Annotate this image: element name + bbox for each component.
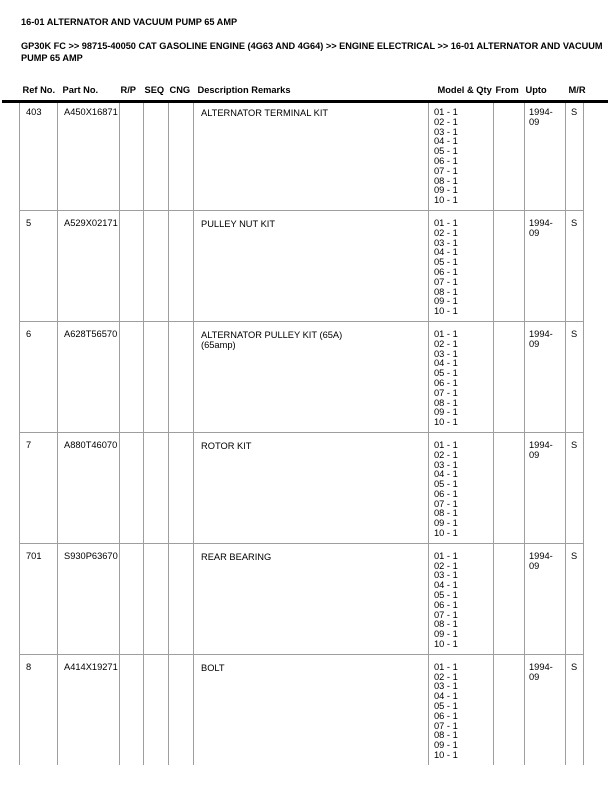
model-qty-line: 05 - 1 bbox=[434, 590, 458, 601]
cell-rp bbox=[120, 432, 144, 543]
cell-upto: 1994-09 bbox=[525, 432, 566, 543]
model-qty-line: 10 - 1 bbox=[434, 195, 458, 206]
column-header-part_no: Part No. bbox=[62, 85, 99, 95]
cell-model_qty bbox=[429, 100, 494, 210]
cell-from bbox=[494, 654, 525, 764]
model-qty-line: 04 - 1 bbox=[434, 469, 458, 480]
column-header-ref_no: Ref No. bbox=[22, 85, 56, 95]
description-text: PULLEY NUT KIT bbox=[201, 218, 276, 229]
cell-upto: 1994-09 bbox=[525, 210, 566, 321]
model-qty-line: 08 - 1 bbox=[434, 508, 458, 519]
model-qty-line: 06 - 1 bbox=[434, 710, 458, 721]
model-qty-line: 07 - 1 bbox=[434, 498, 458, 509]
model-qty-line: 08 - 1 bbox=[434, 619, 458, 630]
cell-cng bbox=[169, 100, 194, 210]
cell-part_no: S930P63670 bbox=[58, 543, 120, 654]
cell-cng bbox=[169, 543, 194, 654]
cell-part_no: A880T46070 bbox=[58, 432, 120, 543]
model-qty-line: 02 - 1 bbox=[434, 449, 458, 460]
model-qty-line: 10 - 1 bbox=[434, 306, 458, 317]
model-qty-line: 09 - 1 bbox=[434, 296, 458, 307]
model-qty-line: 08 - 1 bbox=[434, 730, 458, 741]
model-qty-line: 01 - 1 bbox=[434, 107, 458, 117]
model-qty-line: 07 - 1 bbox=[434, 165, 458, 176]
model-qty-line: 04 - 1 bbox=[434, 691, 458, 702]
table-row bbox=[20, 100, 584, 210]
table-row bbox=[20, 654, 584, 764]
cell-model_qty bbox=[429, 543, 494, 654]
cell-model_qty bbox=[429, 654, 494, 764]
cell-mr: S bbox=[566, 654, 584, 764]
model-qty-line: 05 - 1 bbox=[434, 701, 458, 712]
model-qty-line: 01 - 1 bbox=[434, 661, 458, 672]
description-text: REAR BEARING bbox=[201, 551, 272, 562]
breadcrumb: GP30K FC >> 98715-40050 CAT GASOLINE ENGINE (4G63 AND 4G64) >> ENGINE ELECTRICAL >> 16-01 ALTERNATOR AND VACUUM PUMP 65 AMP bbox=[21, 41, 603, 63]
cell-cng bbox=[169, 432, 194, 543]
cell-cng bbox=[169, 654, 194, 764]
cell-part_no: A450X16871 bbox=[58, 100, 120, 210]
cell-upto: 1994-09 bbox=[525, 543, 566, 654]
column-header-rp: R/P bbox=[120, 85, 136, 95]
model-qty-line: 08 - 1 bbox=[434, 286, 458, 297]
model-qty-line: 10 - 1 bbox=[434, 750, 458, 761]
parts-table bbox=[19, 85, 584, 765]
cell-model_qty bbox=[429, 210, 494, 321]
description-text: ALTERNATOR PULLEY KIT (65A) bbox=[201, 329, 343, 340]
model-qty-line: 06 - 1 bbox=[434, 599, 458, 610]
table-body bbox=[20, 100, 584, 765]
model-qty-line: 06 - 1 bbox=[434, 155, 458, 166]
description-text: ROTOR KIT bbox=[201, 440, 252, 451]
model-qty-line: 01 - 1 bbox=[434, 217, 458, 228]
cell-mr: S bbox=[566, 321, 584, 432]
cell-cng bbox=[169, 321, 194, 432]
cell-from bbox=[494, 432, 525, 543]
model-qty-line: 02 - 1 bbox=[434, 116, 458, 127]
cell-model_qty bbox=[429, 321, 494, 432]
model-qty-line: 09 - 1 bbox=[434, 740, 458, 751]
table-row bbox=[20, 432, 584, 543]
model-qty-line: 04 - 1 bbox=[434, 580, 458, 591]
model-qty-line: 06 - 1 bbox=[434, 266, 458, 277]
table-row bbox=[20, 543, 584, 654]
column-header-model_qty: Model & Qty bbox=[437, 85, 492, 95]
model-qty-line: 10 - 1 bbox=[434, 528, 458, 539]
cell-rp bbox=[120, 210, 144, 321]
model-qty-line: 06 - 1 bbox=[434, 377, 458, 388]
model-qty-line: 06 - 1 bbox=[434, 488, 458, 499]
model-qty-line: 02 - 1 bbox=[434, 227, 458, 238]
column-header-from: From bbox=[495, 85, 519, 95]
cell-from bbox=[494, 321, 525, 432]
model-qty-line: 02 - 1 bbox=[434, 560, 458, 571]
model-qty-line: 03 - 1 bbox=[434, 681, 458, 692]
cell-description bbox=[194, 432, 429, 543]
cell-mr: S bbox=[566, 543, 584, 654]
cell-ref_no: 403 bbox=[20, 100, 58, 210]
model-qty-line: 08 - 1 bbox=[434, 397, 458, 408]
cell-seq bbox=[144, 543, 169, 654]
model-qty-line: 01 - 1 bbox=[434, 439, 458, 450]
description-text: ALTERNATOR TERMINAL KIT bbox=[201, 108, 329, 118]
model-qty-line: 09 - 1 bbox=[434, 518, 458, 529]
cell-rp bbox=[120, 321, 144, 432]
model-qty-line: 05 - 1 bbox=[434, 257, 458, 268]
cell-mr: S bbox=[566, 100, 584, 210]
table-header-row bbox=[20, 85, 584, 100]
cell-part_no: A529X02171 bbox=[58, 210, 120, 321]
column-header-mr: M/R bbox=[568, 85, 586, 95]
cell-mr: S bbox=[566, 210, 584, 321]
model-qty-line: 08 - 1 bbox=[434, 175, 458, 186]
cell-seq bbox=[144, 321, 169, 432]
cell-seq bbox=[144, 210, 169, 321]
model-qty-line: 04 - 1 bbox=[434, 136, 458, 147]
cell-seq bbox=[144, 432, 169, 543]
model-qty-line: 03 - 1 bbox=[434, 126, 458, 137]
model-qty-line: 09 - 1 bbox=[434, 629, 458, 640]
model-qty-line: 03 - 1 bbox=[434, 348, 458, 359]
model-qty-line: 03 - 1 bbox=[434, 459, 458, 470]
column-header-description: Description Remarks bbox=[197, 85, 291, 95]
model-qty-line: 07 - 1 bbox=[434, 387, 458, 398]
cell-rp bbox=[120, 100, 144, 210]
cell-description bbox=[194, 100, 429, 210]
header-rule bbox=[2, 100, 608, 103]
cell-seq bbox=[144, 100, 169, 210]
cell-ref_no: 5 bbox=[20, 210, 58, 321]
remarks-text: (65amp) bbox=[201, 340, 236, 351]
description-text: BOLT bbox=[201, 662, 225, 673]
model-qty-line: 04 - 1 bbox=[434, 358, 458, 369]
page-title: 16-01 ALTERNATOR AND VACUUM PUMP 65 AMP bbox=[21, 17, 238, 27]
cell-ref_no: 6 bbox=[20, 321, 58, 432]
cell-description bbox=[194, 321, 429, 432]
model-qty-line: 04 - 1 bbox=[434, 247, 458, 258]
cell-description bbox=[194, 543, 429, 654]
cell-description bbox=[194, 210, 429, 321]
cell-seq bbox=[144, 654, 169, 764]
model-qty-line: 10 - 1 bbox=[434, 639, 458, 650]
model-qty-line: 03 - 1 bbox=[434, 570, 458, 581]
cell-from bbox=[494, 210, 525, 321]
table-row bbox=[20, 321, 584, 432]
model-qty-line: 09 - 1 bbox=[434, 185, 458, 196]
cell-from bbox=[494, 100, 525, 210]
model-qty-line: 07 - 1 bbox=[434, 609, 458, 620]
model-qty-line: 01 - 1 bbox=[434, 328, 458, 339]
cell-ref_no: 8 bbox=[20, 654, 58, 764]
cell-part_no: A628T56570 bbox=[58, 321, 120, 432]
model-qty-line: 05 - 1 bbox=[434, 368, 458, 379]
model-qty-line: 02 - 1 bbox=[434, 338, 458, 349]
model-qty-line: 09 - 1 bbox=[434, 407, 458, 418]
model-qty-line: 02 - 1 bbox=[434, 671, 458, 682]
cell-ref_no: 7 bbox=[20, 432, 58, 543]
cell-description bbox=[194, 654, 429, 764]
column-header-cng: CNG bbox=[169, 85, 191, 95]
cell-from bbox=[494, 543, 525, 654]
column-header-upto: Upto bbox=[525, 85, 547, 95]
cell-cng bbox=[169, 210, 194, 321]
column-header-seq: SEQ bbox=[144, 85, 165, 95]
cell-model_qty bbox=[429, 432, 494, 543]
model-qty-line: 10 - 1 bbox=[434, 417, 458, 428]
cell-upto: 1994-09 bbox=[525, 321, 566, 432]
cell-rp bbox=[120, 543, 144, 654]
model-qty-line: 05 - 1 bbox=[434, 479, 458, 490]
model-qty-line: 07 - 1 bbox=[434, 720, 458, 731]
model-qty-line: 07 - 1 bbox=[434, 276, 458, 287]
cell-mr: S bbox=[566, 432, 584, 543]
cell-part_no: A414X19271 bbox=[58, 654, 120, 764]
model-qty-line: 03 - 1 bbox=[434, 237, 458, 248]
model-qty-line: 05 - 1 bbox=[434, 146, 458, 157]
cell-ref_no: 701 bbox=[20, 543, 58, 654]
model-qty-line: 01 - 1 bbox=[434, 550, 458, 561]
table-row bbox=[20, 210, 584, 321]
cell-upto: 1994-09 bbox=[525, 100, 566, 210]
cell-upto: 1994-09 bbox=[525, 654, 566, 764]
cell-rp bbox=[120, 654, 144, 764]
